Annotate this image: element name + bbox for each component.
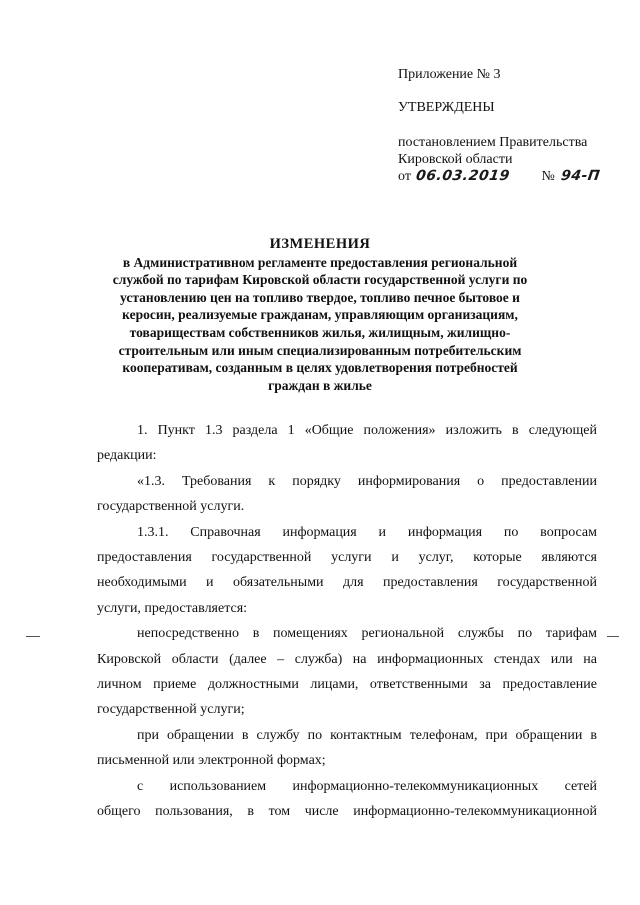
approved-label: УТВЕРЖДЕНЫ [398, 100, 495, 115]
title-line: установлению цен на топливо твердое, топливо печное бытовое и [120, 289, 520, 305]
paragraph-3 [97, 520, 597, 622]
title-line: кооперативам, созданным в целях удовлетворения потребностей [122, 360, 518, 376]
text-line: редакции: [97, 448, 157, 464]
text-line: при обращении в службу по контактным телефонам, при обращении в [137, 727, 597, 743]
text-line: письменной или электронной формах; [97, 753, 326, 769]
text-line: с использованием информационно-телекоммуникационных сетей [137, 778, 597, 794]
text-line: «1.3. Требования к порядку информирования о предоставлении [137, 473, 597, 489]
title-line: керосин, реализуемые гражданам, управляющим организациям, [122, 307, 518, 323]
resolution-date-number [398, 168, 628, 185]
title-line: в Административном регламенте предоставления региональной [122, 254, 518, 270]
margin-mark [607, 636, 619, 637]
text-line: необходимыми и обязательными для предоставления государственной [97, 575, 597, 591]
text-line: непосредственно в помещениях региональной службы по тарифам [137, 626, 597, 642]
text-line: предоставления государственной услуги и услуг, которые являются [97, 550, 597, 566]
paragraph-6 [97, 774, 597, 825]
text-line: государственной услуги. [97, 499, 245, 515]
margin-mark [26, 636, 40, 637]
text-line: общего пользования, в том числе информационно-телекоммуникационной [97, 804, 597, 820]
number-prefix: № [541, 169, 555, 184]
handwritten-number: 94-П [560, 168, 602, 184]
text-line: личном приеме должностными лицами, ответственными за предоставление [97, 677, 597, 693]
approval-header [398, 66, 628, 185]
appendix-label: Приложение № 3 [398, 67, 501, 82]
title-line: товариществам собственников жилья, жилищным, жилищно- [129, 324, 511, 340]
handwritten-date: 06.03.2019 [415, 168, 512, 184]
paragraph-5 [97, 723, 597, 774]
text-line: государственной услуги; [97, 702, 245, 718]
resolution-line-2: Кировской области [398, 152, 513, 167]
paragraph-1 [97, 418, 597, 469]
text-line: услуги, предоставляется: [97, 600, 248, 616]
paragraph-2 [97, 469, 597, 520]
title-heading: ИЗМЕНЕНИЯ [269, 236, 371, 252]
text-line: 1.3.1. Справочная информация и информация по вопросам [137, 524, 597, 540]
paragraph-4 [97, 621, 597, 723]
date-prefix: от [398, 169, 411, 184]
title-line: строительным или иным специализированным потребительским [118, 342, 522, 358]
title-line: службой по тарифам Кировской области государственной услуги по [112, 272, 528, 288]
text-line: 1. Пункт 1.3 раздела 1 «Общие положения» изложить в следующей [137, 423, 597, 438]
text-line: Кировской области (далее – служба) на информационных стендах или на [97, 651, 597, 667]
document-body [97, 418, 597, 825]
resolution-line-1: постановлением Правительства [398, 135, 588, 150]
title-line: граждан в жилье [268, 377, 372, 393]
document-title [110, 236, 530, 394]
